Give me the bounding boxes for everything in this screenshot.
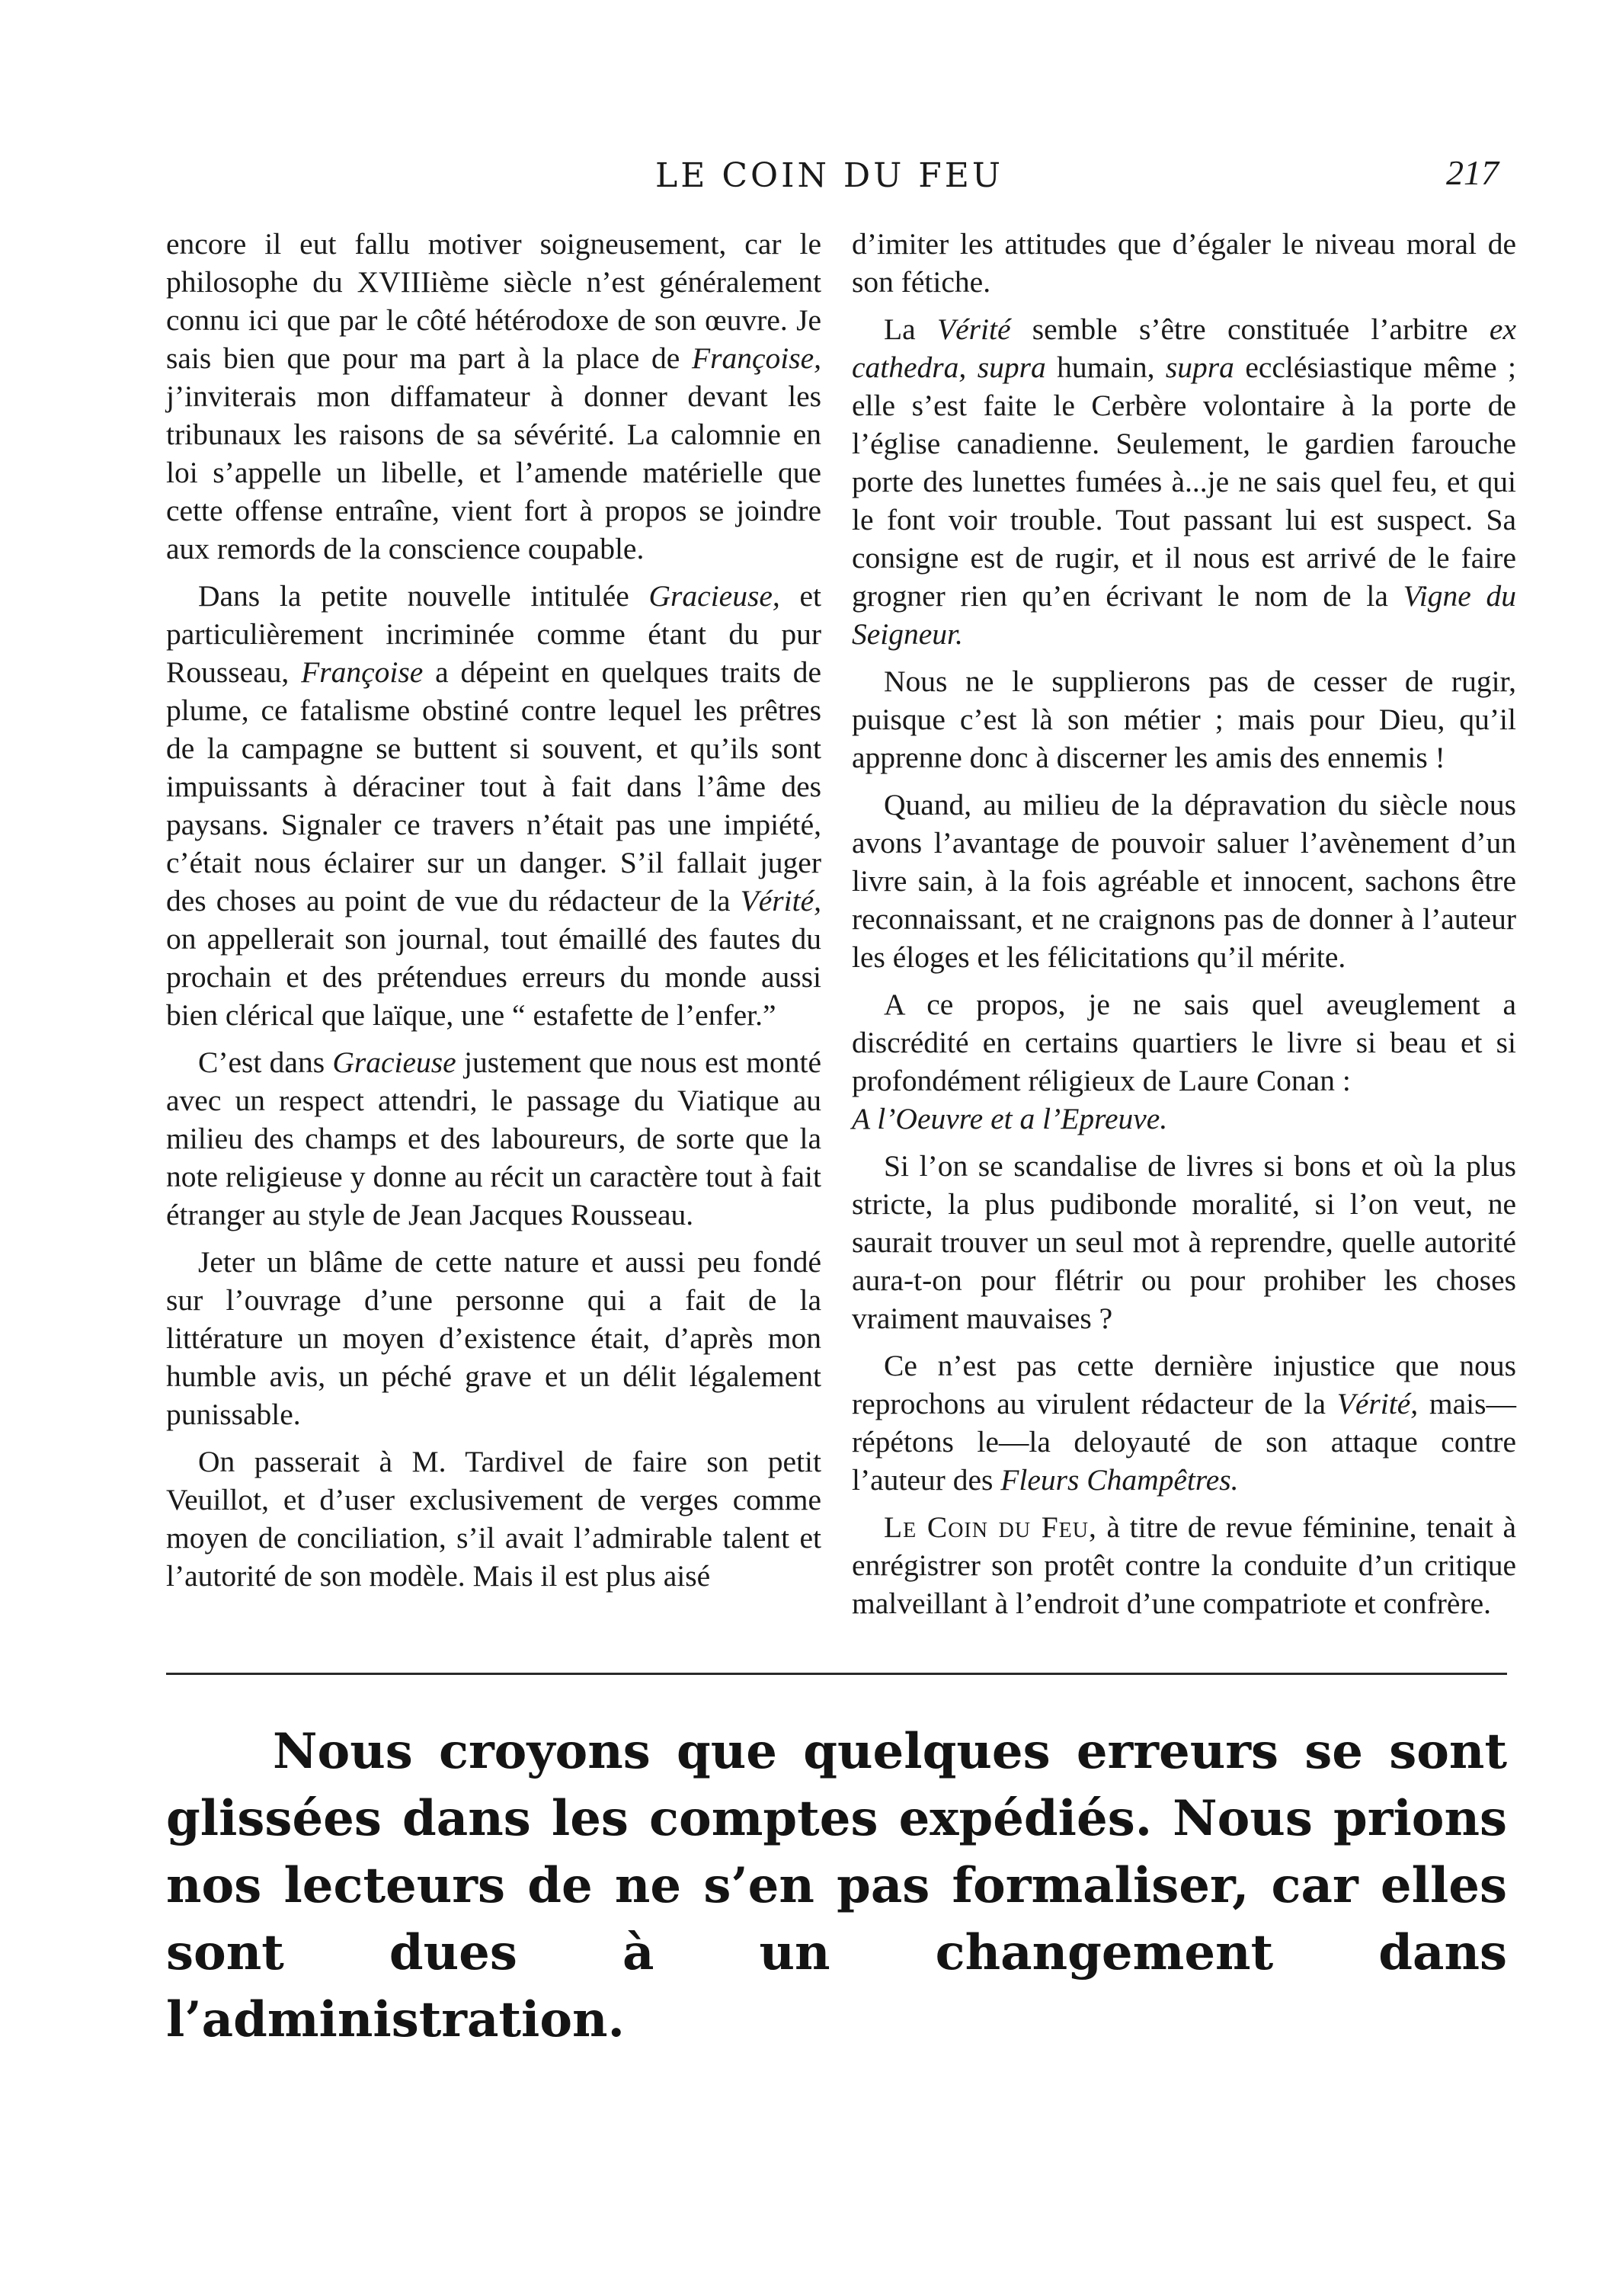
running-title: LE COIN DU FEU — [655, 156, 1004, 195]
paragraph: Ce n’est pas cette dernière injustice que nous reprochons au virulent rédacteur de la Vérité, mais—répétons le—la deloyauté de son attaque contre l’auteur des Fleurs Champêtres. — [852, 1349, 1516, 1497]
paragraph: encore il eut fallu motiver soigneusement, car le philosophe du XVIIIième siècle n’est généralement connu ici que par le côté hétérodoxe de son œuvre. Je sais bien que pour ma part à la place de Françoise, j’inviterais mon diffamateur à donner devant les tribunaux les raisons de sa sévérité. La calomnie en loi s’appelle un libelle, et l’amende matérielle que cette offense entraîne, vient fort à propos se joindre aux remords de la conscience coupable. — [166, 227, 821, 565]
horizontal-rule — [166, 1673, 1507, 1675]
paragraph: Le Coin du Feu, à titre de revue féminine, tenait à enrégistrer son protêt contre la conduite d’un critique malveillant à l’endroit d’une compatriote et confrère. — [852, 1510, 1517, 1620]
paragraph: Quand, au milieu de la dépravation du siècle nous avons l’avantage de pouvoir saluer l’avènement d’un livre sain, à la fois agréable et innocent, sachons être reconnaissant, et ne craignons pas de donner à l’auteur les éloges et les félicitations qu’il mérite. — [852, 788, 1516, 974]
paragraph: Dans la petite nouvelle intitulée Gracieuse, et particulièrement incriminée comme étant du pur Rousseau, Françoise a dépeint en quelques traits de plume, ce fatalisme obstiné contre lequel les prêtres de la campagne se buttent si souvent, et qu’ils sont impuissants à déraciner tout à fait dans l’âme des paysans. Signaler ce travers n’était pas une impiété, c’était nous éclairer sur un danger. S’il fallait juger des choses au point de vue du rédacteur de la Vérité, on appellerait son journal, tout émaillé des fautes du prochain et des prétendues erreurs du monde aussi bien clérical que laïque, une “ estafette de l’enfer.” — [166, 579, 821, 1032]
notice-text: Nous croyons que quelques erreurs se sont glissées dans les comptes expédiés. Nous prions nos lecteurs de ne s’en pas formaliser, car elles sont dues à un changement dans l’administration. — [166, 1723, 1507, 2048]
paragraph: Si l’on se scandalise de livres si bons et où la plus stricte, la plus pudibonde moralité, si l’on veut, ne saurait trouver un seul mot à reprendre, quelle autorité aura-t-on pour flétrir ou pour prohiber les choses vraiment mauvaises ? — [852, 1149, 1516, 1335]
paragraph: Jeter un blâme de cette nature et aussi peu fondé sur l’ouvrage d’une personne qui a fait de la littérature un moyen d’existence était, d’après mon humble avis, un péché grave et un délit légalement punissable. — [166, 1245, 821, 1431]
paragraph: C’est dans Gracieuse justement que nous est monté avec un respect attendri, le passage du Viatique au milieu des champs et des laboureurs, de sorte que la note religieuse y donne au récit un caractère tout à fait étranger au style de Jean Jacques Rousseau. — [166, 1046, 821, 1231]
paragraph: A ce propos, je ne sais quel aveuglement a discrédité en certains quartiers le livre si beau et si profondément réligieux de Laure Conan : A l’Oeuvre et a l’Epreuve. — [852, 988, 1516, 1135]
paragraph: La Vérité semble s’être constituée l’arbitre ex cathedra, supra humain, supra ecclésiastique même ; elle s’est faite le Cerbère volontaire à la porte de l’église canadienne. Seulement, le gardien farouche porte des lunettes fumées à...je ne sais quel feu, et qui le font voir trouble. Tout passant lui est suspect. Sa consigne est de rugir, et il nous est arrivé de le faire grogner rien qu’en écrivant le nom de la Vigne du Seigneur. — [852, 312, 1517, 651]
paragraph: d’imiter les attitudes que d’égaler le niveau moral de son fétiche. — [852, 227, 1516, 299]
paragraph: Nous ne le supplierons pas de cesser de rugir, puisque c’est là son métier ; mais pour Dieu, qu’il apprenne donc à discerner les amis des ennemis ! — [852, 664, 1516, 774]
right-column — [852, 225, 1516, 1632]
paragraph: On passerait à M. Tardivel de faire son petit Veuillot, et d’user exclusivement de verges comme moyen de conciliation, s’il avait l’admirable talent et l’autorité de son modèle. Mais il est plus aisé — [166, 1445, 821, 1593]
page-number: 217 — [1446, 153, 1499, 192]
administrative-notice — [166, 1718, 1507, 2054]
left-column — [166, 225, 821, 1604]
